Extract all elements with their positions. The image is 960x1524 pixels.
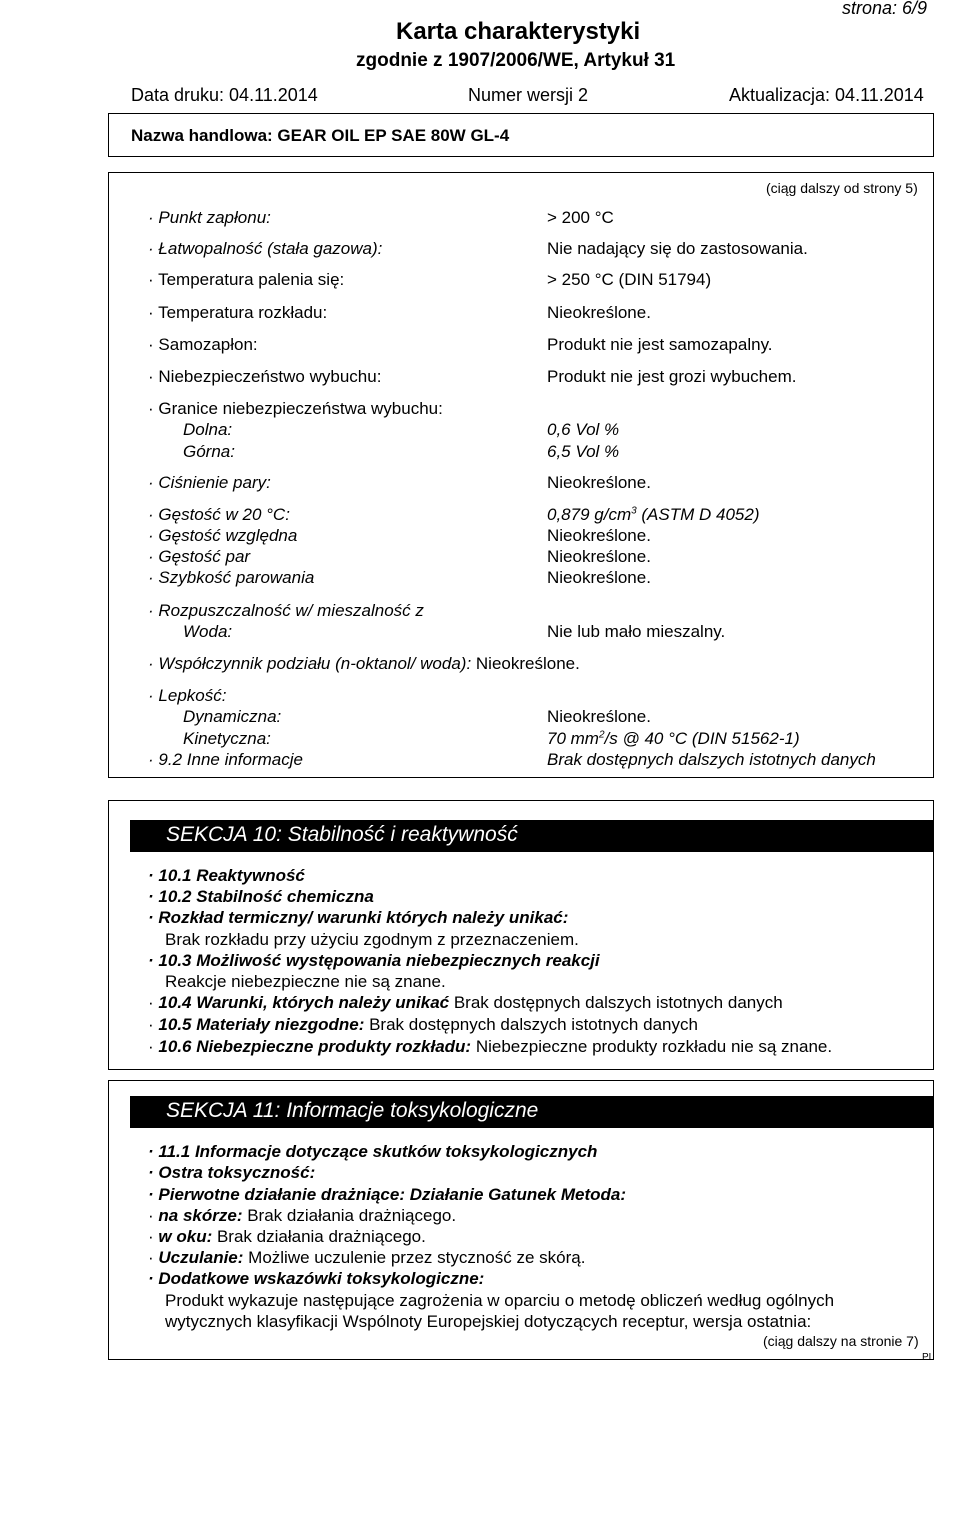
dynamic-viscosity-value: Nieokreślone. — [547, 707, 651, 726]
other-info-value: Brak dostępnych dalszych istotnych danych — [547, 750, 876, 769]
evaporation-rate-value: Nieokreślone. — [547, 568, 651, 587]
solubility-label: · Rozpuszczalność w/ mieszalność z — [148, 601, 424, 620]
explosion-danger-label: · Niebezpieczeństwo wybuchu: — [148, 367, 382, 386]
upper-limit-label: Górna: — [183, 442, 235, 461]
other-info-label: · 9.2 Inne informacje — [148, 750, 303, 769]
self-ignition-value: Produkt nie jest samozapalny. — [547, 335, 773, 354]
decomposition-products: · 10.6 Niebezpieczne produkty rozkładu: Niebezpieczne produkty rozkładu nie są znane. — [148, 1037, 833, 1056]
flash-point-label: · Punkt zapłonu: — [148, 208, 271, 227]
section11-heading: SEKCJA 11: Informacje toksykologiczne — [130, 1096, 933, 1128]
relative-density-label: · Gęstość względna — [148, 526, 298, 545]
evaporation-rate-label: · Szybkość parowania — [148, 568, 315, 587]
toxicological-info-label: · 11.1 Informacje dotyczące skutków toksykologicznych — [148, 1142, 598, 1161]
vapour-pressure-value: Nieokreślone. — [547, 473, 651, 492]
lower-limit-value: 0,6 Vol % — [547, 420, 620, 439]
incompatible-materials: · 10.5 Materiały niezgodne: Brak dostępnych dalszych istotnych danych — [148, 1015, 698, 1034]
upper-limit-value: 6,5 Vol % — [547, 442, 620, 461]
document-title: Karta charakterystyki — [396, 18, 641, 45]
continued-from-note: (ciąg dalszy od strony 5) — [766, 180, 918, 196]
density-value: 0,879 $g/cm^3$ (ASTM D 4052) — [547, 505, 760, 524]
relative-density-value: Nieokreślone. — [547, 526, 651, 545]
reactivity-label: · 10.1 Reaktywność — [148, 866, 305, 885]
trade-name: Nazwa handlowa: GEAR OIL EP SAE 80W GL-4 — [131, 126, 510, 145]
section10-heading: SEKCJA 10: Stabilność i reaktywność — [130, 820, 933, 852]
version-number: Numer wersji 2 — [468, 85, 589, 105]
acute-toxicity-label: · Ostra toksyczność: — [148, 1163, 316, 1182]
decomposition-temp-value: Nieokreślone. — [547, 303, 651, 322]
trade-name-box — [108, 113, 934, 157]
thermal-decomposition-text: Brak rozkładu przy użyciu zgodnym z przeznaczeniem. — [165, 930, 579, 949]
explosion-danger-value: Produkt nie jest grozi wybuchem. — [547, 367, 797, 386]
additional-info-line1: Produkt wykazuje następujące zagrożenia w oparciu o metodę obliczeń według ogólnych — [165, 1291, 835, 1310]
kinematic-viscosity-value: 70 $mm^2/s$ @ 40 °C (DIN 51562-1) — [547, 729, 800, 748]
thermal-decomposition-label: · Rozkład termiczny/ warunki których należy unikać: — [148, 908, 569, 927]
flash-point-value: > 200 °C — [547, 208, 614, 227]
lower-limit-label: Dolna: — [183, 420, 233, 439]
primary-irritation-label: · Pierwotne działanie drażniące: Działanie Gatunek Metoda: — [148, 1185, 627, 1204]
flammability-value: Nie nadający się do zastosowania. — [547, 239, 808, 258]
sensitisation: · Uczulanie: Możliwe uczulenie przez styczność ze skórą. — [148, 1248, 586, 1267]
document-subtitle: zgodnie z 1907/2006/WE, Artykuł 31 — [356, 50, 676, 71]
self-ignition-label: · Samozapłon: — [148, 335, 258, 354]
vapour-density-value: Nieokreślone. — [547, 547, 651, 566]
water-label: Woda: — [183, 622, 233, 641]
dynamic-viscosity-label: Dynamiczna: — [183, 707, 282, 726]
continued-on-note: (ciąg dalszy na stronie 7) — [763, 1333, 919, 1349]
language-code: PL — [922, 1352, 935, 1363]
conditions-to-avoid: · 10.4 Warunki, których należy unikać Brak dostępnych dalszych istotnych danych — [148, 993, 783, 1012]
additional-info-line2: wytycznych klasyfikacji Wspólnoty Europejskiej dotyczących receptur, wersja ostatnia: — [165, 1312, 812, 1331]
eye-irritation: · w oku: Brak działania drażniącego. — [148, 1227, 426, 1246]
vapour-density-label: · Gęstość par — [148, 547, 251, 566]
additional-info-label: · Dodatkowe wskazówki toksykologiczne: — [148, 1269, 485, 1288]
ignition-temp-value: > 250 °C (DIN 51794) — [547, 270, 712, 289]
update-date: Aktualizacja: 04.11.2014 — [729, 85, 924, 105]
print-date: Data druku: 04.11.2014 — [131, 85, 318, 105]
water-value: Nie lub mało mieszalny. — [547, 622, 726, 641]
hazardous-reactions-text: Reakcje niebezpieczne nie są znane. — [165, 972, 446, 991]
decomposition-temp-label: · Temperatura rozkładu: — [148, 303, 328, 322]
ignition-temp-label: · Temperatura palenia się: — [148, 270, 345, 289]
partition-coefficient-label: · Współczynnik podziału (n-oktanol/ woda): Nieokreślone. — [148, 654, 580, 673]
kinematic-viscosity-label: Kinetyczna: — [183, 729, 271, 748]
flammability-label: · Łatwopalność (stała gazowa): — [148, 239, 383, 258]
hazardous-reactions-label: · 10.3 Możliwość występowania niebezpiecznych reakcji — [148, 951, 600, 970]
stability-label: · 10.2 Stabilność chemiczna — [148, 887, 374, 906]
vapour-pressure-label: · Ciśnienie pary: — [148, 473, 271, 492]
viscosity-label: · Lepkość: — [148, 686, 227, 705]
explosion-limits-label: · Granice niebezpieczeństwa wybuchu: — [148, 399, 443, 418]
page-number: strona: 6/9 — [842, 0, 928, 18]
density-label: · Gęstość w 20 °C: — [148, 505, 290, 524]
skin-irritation: · na skórze: Brak działania drażniącego. — [148, 1206, 457, 1225]
